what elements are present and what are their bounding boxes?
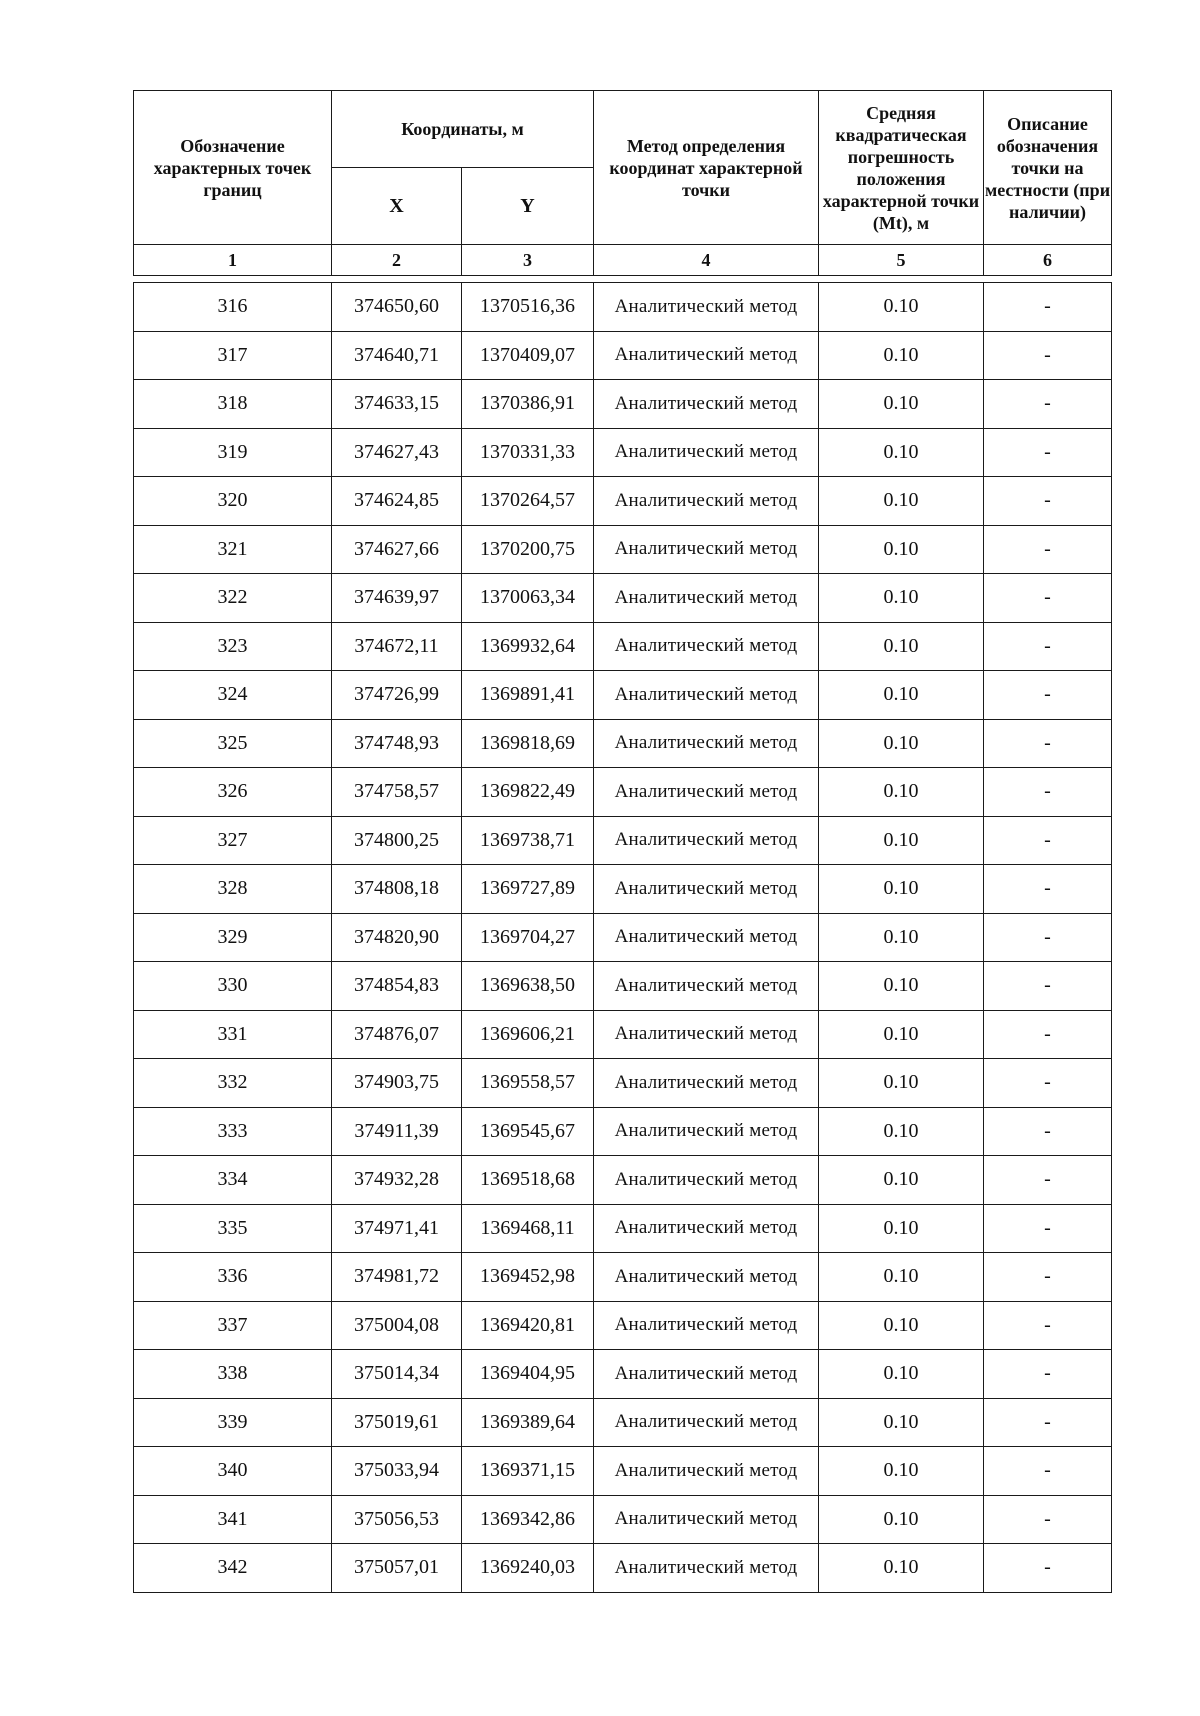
cell-description: - xyxy=(984,1156,1112,1205)
cell-y: 1370331,33 xyxy=(462,428,594,477)
cell-point-number: 327 xyxy=(134,816,332,865)
table-row xyxy=(134,1398,1112,1447)
cell-x: 374627,43 xyxy=(332,428,462,477)
cell-description: - xyxy=(984,913,1112,962)
cell-method: Аналитический метод xyxy=(594,1495,819,1544)
column-number: 2 xyxy=(332,245,462,276)
table-row xyxy=(134,525,1112,574)
cell-error: 0.10 xyxy=(819,816,984,865)
cell-description: - xyxy=(984,719,1112,768)
cell-point-number: 336 xyxy=(134,1253,332,1302)
cell-x: 375056,53 xyxy=(332,1495,462,1544)
cell-point-number: 320 xyxy=(134,477,332,526)
cell-error: 0.10 xyxy=(819,1398,984,1447)
cell-y: 1369518,68 xyxy=(462,1156,594,1205)
cell-y: 1369822,49 xyxy=(462,768,594,817)
table-row xyxy=(134,1059,1112,1108)
cell-x: 375019,61 xyxy=(332,1398,462,1447)
header-method: Метод определения координат характерной точки xyxy=(594,91,819,245)
cell-point-number: 328 xyxy=(134,865,332,914)
cell-description: - xyxy=(984,768,1112,817)
cell-x: 374854,83 xyxy=(332,962,462,1011)
cell-y: 1369891,41 xyxy=(462,671,594,720)
table-row xyxy=(134,1010,1112,1059)
cell-x: 374726,99 xyxy=(332,671,462,720)
cell-point-number: 332 xyxy=(134,1059,332,1108)
cell-point-number: 317 xyxy=(134,331,332,380)
cell-method: Аналитический метод xyxy=(594,574,819,623)
cell-description: - xyxy=(984,671,1112,720)
cell-point-number: 341 xyxy=(134,1495,332,1544)
column-number: 3 xyxy=(462,245,594,276)
header-description: Описание обозначения точки на местности (при наличии) xyxy=(984,91,1112,245)
cell-description: - xyxy=(984,1059,1112,1108)
cell-method: Аналитический метод xyxy=(594,283,819,332)
cell-error: 0.10 xyxy=(819,1301,984,1350)
cell-point-number: 329 xyxy=(134,913,332,962)
cell-y: 1369420,81 xyxy=(462,1301,594,1350)
cell-method: Аналитический метод xyxy=(594,525,819,574)
cell-y: 1369545,67 xyxy=(462,1107,594,1156)
header-coordinates: Координаты, м xyxy=(332,91,594,168)
cell-x: 374820,90 xyxy=(332,913,462,962)
header-y: Y xyxy=(462,168,594,245)
cell-method: Аналитический метод xyxy=(594,768,819,817)
cell-method: Аналитический метод xyxy=(594,1301,819,1350)
cell-method: Аналитический метод xyxy=(594,622,819,671)
cell-y: 1369371,15 xyxy=(462,1447,594,1496)
spacer xyxy=(134,276,1112,283)
cell-point-number: 334 xyxy=(134,1156,332,1205)
cell-description: - xyxy=(984,525,1112,574)
cell-x: 375014,34 xyxy=(332,1350,462,1399)
column-number: 1 xyxy=(134,245,332,276)
cell-x: 374650,60 xyxy=(332,283,462,332)
cell-method: Аналитический метод xyxy=(594,962,819,1011)
cell-point-number: 335 xyxy=(134,1204,332,1253)
cell-description: - xyxy=(984,283,1112,332)
cell-error: 0.10 xyxy=(819,1544,984,1593)
cell-point-number: 326 xyxy=(134,768,332,817)
table-row xyxy=(134,1544,1112,1593)
cell-description: - xyxy=(984,1204,1112,1253)
table-body xyxy=(134,283,1112,1593)
header-point-designation: Обозначение характерных точек границ xyxy=(134,91,332,245)
column-number: 6 xyxy=(984,245,1112,276)
table-row xyxy=(134,428,1112,477)
cell-y: 1369738,71 xyxy=(462,816,594,865)
cell-error: 0.10 xyxy=(819,768,984,817)
table-row xyxy=(134,1156,1112,1205)
cell-description: - xyxy=(984,816,1112,865)
cell-error: 0.10 xyxy=(819,525,984,574)
cell-description: - xyxy=(984,1301,1112,1350)
cell-error: 0.10 xyxy=(819,428,984,477)
cell-description: - xyxy=(984,1010,1112,1059)
header-gap xyxy=(134,276,1112,283)
cell-y: 1370200,75 xyxy=(462,525,594,574)
cell-y: 1369932,64 xyxy=(462,622,594,671)
table-row xyxy=(134,1350,1112,1399)
cell-error: 0.10 xyxy=(819,1495,984,1544)
cell-method: Аналитический метод xyxy=(594,1010,819,1059)
cell-y: 1369638,50 xyxy=(462,962,594,1011)
cell-error: 0.10 xyxy=(819,622,984,671)
cell-x: 374748,93 xyxy=(332,719,462,768)
table-row xyxy=(134,719,1112,768)
cell-method: Аналитический метод xyxy=(594,428,819,477)
cell-method: Аналитический метод xyxy=(594,1107,819,1156)
cell-error: 0.10 xyxy=(819,913,984,962)
cell-point-number: 319 xyxy=(134,428,332,477)
cell-point-number: 338 xyxy=(134,1350,332,1399)
table-row xyxy=(134,1253,1112,1302)
cell-error: 0.10 xyxy=(819,1010,984,1059)
cell-error: 0.10 xyxy=(819,1253,984,1302)
cell-error: 0.10 xyxy=(819,477,984,526)
cell-method: Аналитический метод xyxy=(594,671,819,720)
cell-y: 1369404,95 xyxy=(462,1350,594,1399)
cell-error: 0.10 xyxy=(819,574,984,623)
cell-description: - xyxy=(984,1107,1112,1156)
cell-error: 0.10 xyxy=(819,1059,984,1108)
cell-y: 1370386,91 xyxy=(462,380,594,429)
table-row xyxy=(134,283,1112,332)
cell-x: 374672,11 xyxy=(332,622,462,671)
cell-x: 374624,85 xyxy=(332,477,462,526)
table-row xyxy=(134,380,1112,429)
cell-x: 374911,39 xyxy=(332,1107,462,1156)
cell-error: 0.10 xyxy=(819,1204,984,1253)
column-number: 5 xyxy=(819,245,984,276)
column-number: 4 xyxy=(594,245,819,276)
cell-description: - xyxy=(984,574,1112,623)
cell-method: Аналитический метод xyxy=(594,1544,819,1593)
cell-description: - xyxy=(984,1544,1112,1593)
cell-point-number: 318 xyxy=(134,380,332,429)
cell-method: Аналитический метод xyxy=(594,816,819,865)
cell-description: - xyxy=(984,477,1112,526)
table-row xyxy=(134,1447,1112,1496)
header-x: X xyxy=(332,168,462,245)
cell-x: 374758,57 xyxy=(332,768,462,817)
cell-description: - xyxy=(984,1253,1112,1302)
header-error: Средняя квадратическая погрешность положения характерной точки (Mt), м xyxy=(819,91,984,245)
cell-description: - xyxy=(984,1495,1112,1544)
cell-y: 1370516,36 xyxy=(462,283,594,332)
cell-description: - xyxy=(984,1447,1112,1496)
cell-error: 0.10 xyxy=(819,380,984,429)
cell-error: 0.10 xyxy=(819,1350,984,1399)
cell-x: 374971,41 xyxy=(332,1204,462,1253)
cell-description: - xyxy=(984,380,1112,429)
cell-error: 0.10 xyxy=(819,283,984,332)
cell-point-number: 323 xyxy=(134,622,332,671)
cell-x: 374633,15 xyxy=(332,380,462,429)
table-row xyxy=(134,1204,1112,1253)
cell-error: 0.10 xyxy=(819,1156,984,1205)
column-number-row xyxy=(134,245,1112,276)
cell-method: Аналитический метод xyxy=(594,1059,819,1108)
cell-point-number: 342 xyxy=(134,1544,332,1593)
cell-method: Аналитический метод xyxy=(594,719,819,768)
cell-y: 1370409,07 xyxy=(462,331,594,380)
cell-x: 374800,25 xyxy=(332,816,462,865)
cell-y: 1370063,34 xyxy=(462,574,594,623)
cell-description: - xyxy=(984,865,1112,914)
cell-x: 374876,07 xyxy=(332,1010,462,1059)
cell-method: Аналитический метод xyxy=(594,1350,819,1399)
cell-description: - xyxy=(984,331,1112,380)
cell-y: 1370264,57 xyxy=(462,477,594,526)
cell-method: Аналитический метод xyxy=(594,1447,819,1496)
cell-method: Аналитический метод xyxy=(594,380,819,429)
cell-error: 0.10 xyxy=(819,962,984,1011)
cell-y: 1369704,27 xyxy=(462,913,594,962)
cell-point-number: 340 xyxy=(134,1447,332,1496)
cell-point-number: 322 xyxy=(134,574,332,623)
cell-method: Аналитический метод xyxy=(594,865,819,914)
cell-point-number: 333 xyxy=(134,1107,332,1156)
cell-method: Аналитический метод xyxy=(594,1156,819,1205)
cell-error: 0.10 xyxy=(819,1447,984,1496)
cell-error: 0.10 xyxy=(819,331,984,380)
cell-y: 1369558,57 xyxy=(462,1059,594,1108)
cell-y: 1369818,69 xyxy=(462,719,594,768)
cell-point-number: 330 xyxy=(134,962,332,1011)
table-row xyxy=(134,1495,1112,1544)
cell-method: Аналитический метод xyxy=(594,1398,819,1447)
cell-method: Аналитический метод xyxy=(594,477,819,526)
cell-method: Аналитический метод xyxy=(594,1204,819,1253)
cell-y: 1369342,86 xyxy=(462,1495,594,1544)
cell-description: - xyxy=(984,428,1112,477)
table-row xyxy=(134,574,1112,623)
cell-description: - xyxy=(984,1398,1112,1447)
cell-x: 374640,71 xyxy=(332,331,462,380)
cell-point-number: 316 xyxy=(134,283,332,332)
cell-method: Аналитический метод xyxy=(594,913,819,962)
table-row xyxy=(134,331,1112,380)
cell-point-number: 337 xyxy=(134,1301,332,1350)
cell-point-number: 331 xyxy=(134,1010,332,1059)
cell-x: 375033,94 xyxy=(332,1447,462,1496)
cell-y: 1369240,03 xyxy=(462,1544,594,1593)
table-row xyxy=(134,1301,1112,1350)
cell-y: 1369468,11 xyxy=(462,1204,594,1253)
cell-y: 1369389,64 xyxy=(462,1398,594,1447)
cell-point-number: 324 xyxy=(134,671,332,720)
cell-error: 0.10 xyxy=(819,865,984,914)
cell-y: 1369606,21 xyxy=(462,1010,594,1059)
table-row xyxy=(134,768,1112,817)
cell-x: 375057,01 xyxy=(332,1544,462,1593)
cell-y: 1369727,89 xyxy=(462,865,594,914)
cell-description: - xyxy=(984,622,1112,671)
cell-error: 0.10 xyxy=(819,671,984,720)
cell-x: 375004,08 xyxy=(332,1301,462,1350)
cell-point-number: 321 xyxy=(134,525,332,574)
table-row xyxy=(134,622,1112,671)
cell-error: 0.10 xyxy=(819,1107,984,1156)
cell-description: - xyxy=(984,1350,1112,1399)
table-row xyxy=(134,1107,1112,1156)
cell-x: 374808,18 xyxy=(332,865,462,914)
cell-x: 374627,66 xyxy=(332,525,462,574)
table-row xyxy=(134,962,1112,1011)
cell-point-number: 339 xyxy=(134,1398,332,1447)
table-row xyxy=(134,913,1112,962)
cell-x: 374932,28 xyxy=(332,1156,462,1205)
table-row xyxy=(134,816,1112,865)
boundary-points-table xyxy=(133,90,1112,1593)
table-row xyxy=(134,865,1112,914)
cell-y: 1369452,98 xyxy=(462,1253,594,1302)
table-row xyxy=(134,671,1112,720)
cell-x: 374981,72 xyxy=(332,1253,462,1302)
cell-x: 374639,97 xyxy=(332,574,462,623)
cell-method: Аналитический метод xyxy=(594,1253,819,1302)
cell-method: Аналитический метод xyxy=(594,331,819,380)
cell-error: 0.10 xyxy=(819,719,984,768)
cell-point-number: 325 xyxy=(134,719,332,768)
cell-description: - xyxy=(984,962,1112,1011)
table-row xyxy=(134,477,1112,526)
cell-x: 374903,75 xyxy=(332,1059,462,1108)
